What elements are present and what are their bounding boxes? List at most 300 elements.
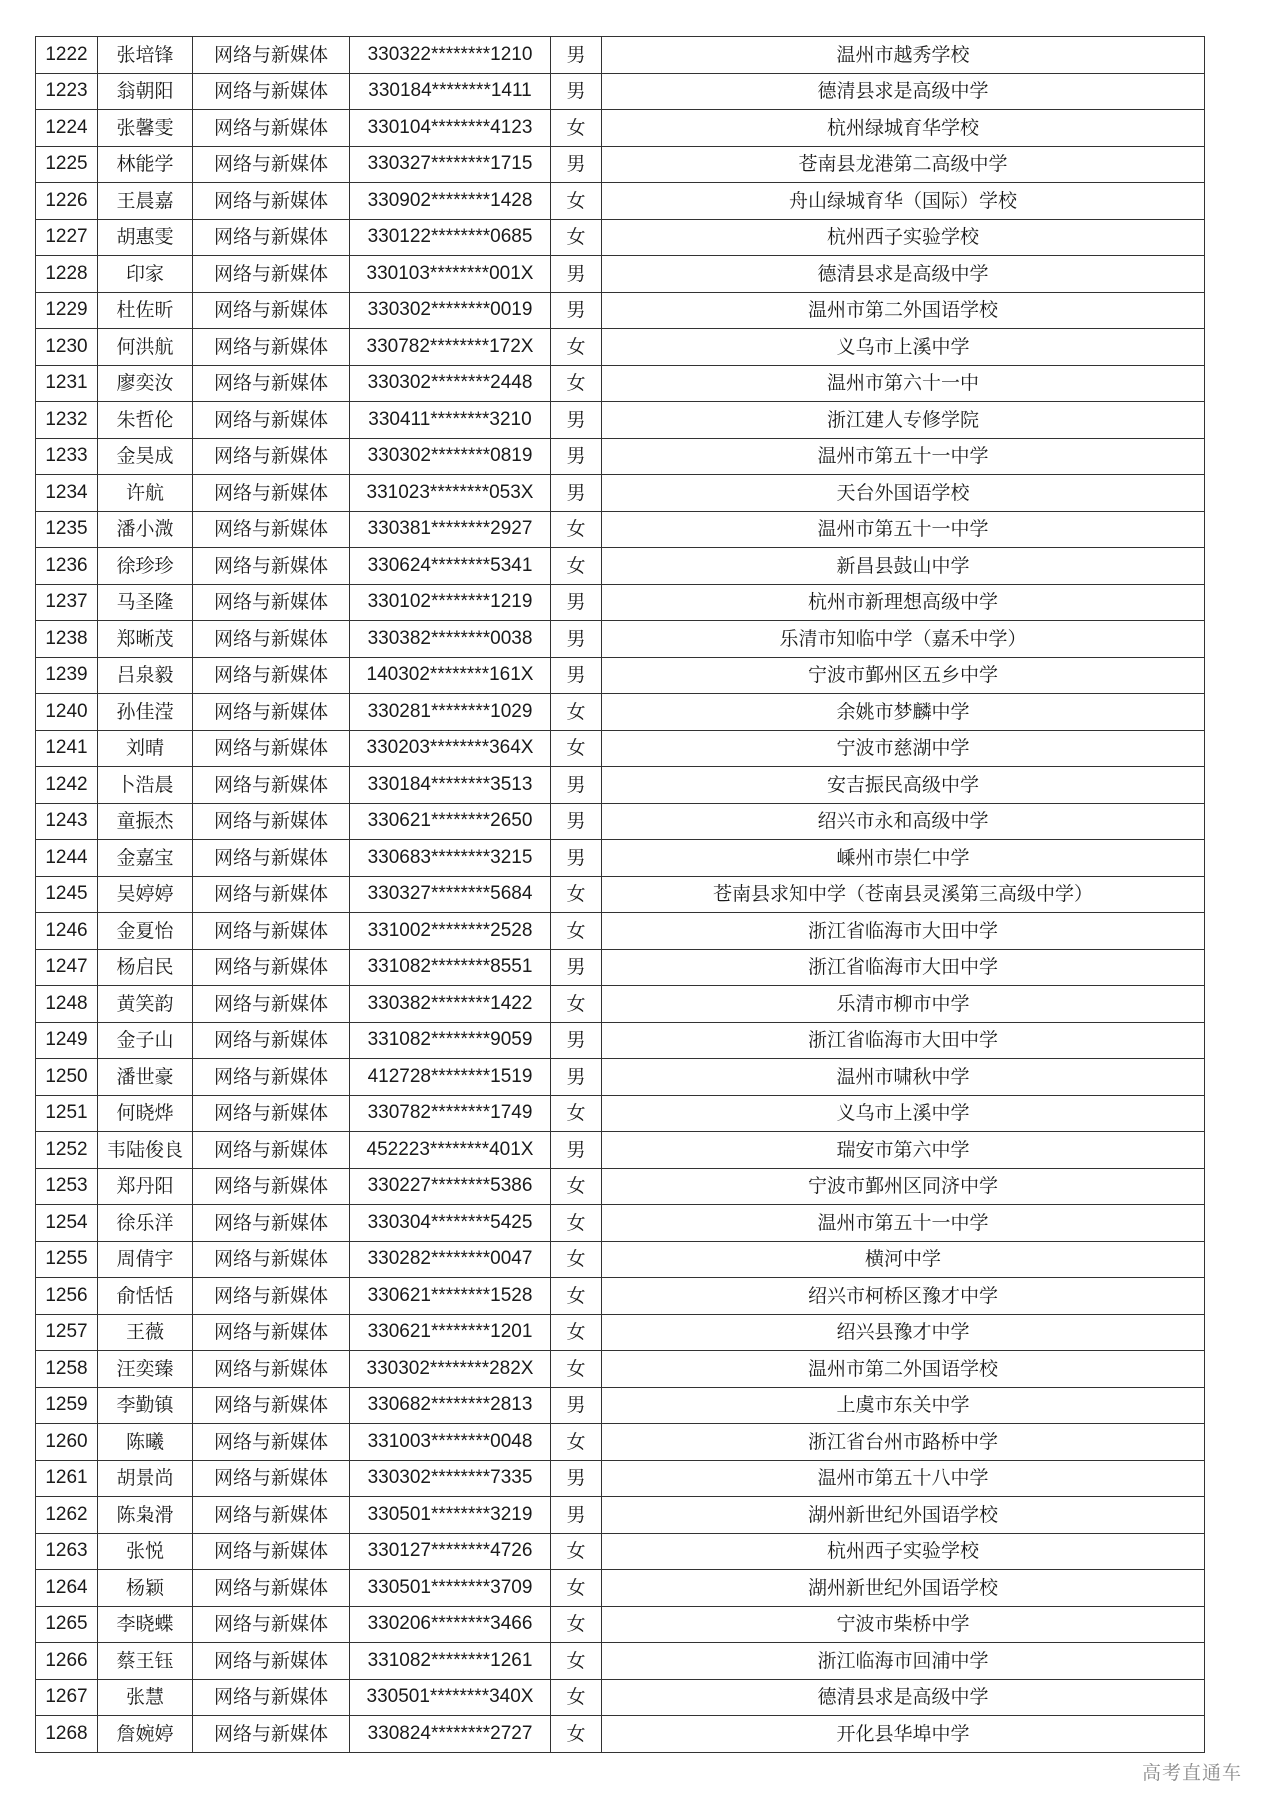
cell-id-number: 330127********4726 bbox=[350, 1533, 551, 1570]
cell-major: 网络与新媒体 bbox=[193, 1351, 350, 1388]
cell-school: 余姚市梦麟中学 bbox=[602, 694, 1205, 731]
cell-student-name: 陈枭滑 bbox=[98, 1497, 193, 1534]
cell-serial-number: 1231 bbox=[36, 365, 98, 402]
cell-id-number: 330683********3215 bbox=[350, 840, 551, 877]
cell-id-number: 330103********001X bbox=[350, 256, 551, 293]
cell-id-number: 330824********2727 bbox=[350, 1716, 551, 1753]
cell-serial-number: 1243 bbox=[36, 803, 98, 840]
cell-student-name: 吕泉毅 bbox=[98, 657, 193, 694]
cell-serial-number: 1260 bbox=[36, 1424, 98, 1461]
cell-gender: 男 bbox=[551, 438, 602, 475]
cell-major: 网络与新媒体 bbox=[193, 1278, 350, 1315]
table-row bbox=[36, 1059, 1205, 1096]
table-row bbox=[36, 146, 1205, 183]
cell-major: 网络与新媒体 bbox=[193, 1460, 350, 1497]
cell-gender: 女 bbox=[551, 1168, 602, 1205]
cell-student-name: 翁朝阳 bbox=[98, 73, 193, 110]
table-row bbox=[36, 73, 1205, 110]
cell-school: 宁波市鄞州区五乡中学 bbox=[602, 657, 1205, 694]
table-row bbox=[36, 1643, 1205, 1680]
cell-major: 网络与新媒体 bbox=[193, 913, 350, 950]
cell-major: 网络与新媒体 bbox=[193, 438, 350, 475]
cell-major: 网络与新媒体 bbox=[193, 73, 350, 110]
table-row bbox=[36, 913, 1205, 950]
cell-school: 浙江省临海市大田中学 bbox=[602, 1022, 1205, 1059]
cell-major: 网络与新媒体 bbox=[193, 803, 350, 840]
table-row bbox=[36, 1351, 1205, 1388]
cell-gender: 男 bbox=[551, 402, 602, 439]
cell-serial-number: 1248 bbox=[36, 986, 98, 1023]
cell-gender: 女 bbox=[551, 183, 602, 220]
table-row bbox=[36, 475, 1205, 512]
cell-serial-number: 1264 bbox=[36, 1570, 98, 1607]
table-row bbox=[36, 621, 1205, 658]
cell-gender: 男 bbox=[551, 584, 602, 621]
cell-major: 网络与新媒体 bbox=[193, 1205, 350, 1242]
cell-serial-number: 1237 bbox=[36, 584, 98, 621]
cell-id-number: 330104********4123 bbox=[350, 110, 551, 147]
cell-major: 网络与新媒体 bbox=[193, 876, 350, 913]
table-row bbox=[36, 1205, 1205, 1242]
cell-major: 网络与新媒体 bbox=[193, 621, 350, 658]
table-row bbox=[36, 1095, 1205, 1132]
cell-serial-number: 1246 bbox=[36, 913, 98, 950]
watermark-label: 高考直通车 bbox=[1141, 1762, 1242, 1784]
cell-serial-number: 1267 bbox=[36, 1679, 98, 1716]
cell-gender: 男 bbox=[551, 1059, 602, 1096]
cell-id-number: 330782********172X bbox=[350, 329, 551, 366]
table-row bbox=[36, 292, 1205, 329]
cell-gender: 女 bbox=[551, 365, 602, 402]
cell-gender: 女 bbox=[551, 1205, 602, 1242]
cell-serial-number: 1251 bbox=[36, 1095, 98, 1132]
table-row bbox=[36, 365, 1205, 402]
cell-school: 浙江省临海市大田中学 bbox=[602, 913, 1205, 950]
table-row bbox=[36, 1022, 1205, 1059]
cell-serial-number: 1236 bbox=[36, 548, 98, 585]
cell-serial-number: 1235 bbox=[36, 511, 98, 548]
cell-gender: 女 bbox=[551, 511, 602, 548]
cell-school: 开化县华埠中学 bbox=[602, 1716, 1205, 1753]
cell-student-name: 林能学 bbox=[98, 146, 193, 183]
cell-serial-number: 1227 bbox=[36, 219, 98, 256]
table-row bbox=[36, 1132, 1205, 1169]
cell-school: 温州市第六十一中 bbox=[602, 365, 1205, 402]
cell-gender: 女 bbox=[551, 986, 602, 1023]
cell-major: 网络与新媒体 bbox=[193, 292, 350, 329]
cell-major: 网络与新媒体 bbox=[193, 256, 350, 293]
cell-student-name: 郑晰茂 bbox=[98, 621, 193, 658]
cell-major: 网络与新媒体 bbox=[193, 329, 350, 366]
cell-gender: 女 bbox=[551, 913, 602, 950]
cell-major: 网络与新媒体 bbox=[193, 986, 350, 1023]
cell-serial-number: 1223 bbox=[36, 73, 98, 110]
cell-student-name: 吴婷婷 bbox=[98, 876, 193, 913]
cell-student-name: 杜佐昕 bbox=[98, 292, 193, 329]
cell-school: 绍兴市柯桥区豫才中学 bbox=[602, 1278, 1205, 1315]
cell-serial-number: 1245 bbox=[36, 876, 98, 913]
table-row bbox=[36, 584, 1205, 621]
cell-serial-number: 1224 bbox=[36, 110, 98, 147]
cell-school: 宁波市慈湖中学 bbox=[602, 730, 1205, 767]
cell-id-number: 330782********1749 bbox=[350, 1095, 551, 1132]
table-row bbox=[36, 183, 1205, 220]
cell-student-name: 张馨雯 bbox=[98, 110, 193, 147]
cell-serial-number: 1268 bbox=[36, 1716, 98, 1753]
cell-school: 杭州西子实验学校 bbox=[602, 219, 1205, 256]
cell-serial-number: 1253 bbox=[36, 1168, 98, 1205]
table-row bbox=[36, 767, 1205, 804]
cell-id-number: 330227********5386 bbox=[350, 1168, 551, 1205]
table-row bbox=[36, 1679, 1205, 1716]
cell-gender: 女 bbox=[551, 548, 602, 585]
cell-school: 德清县求是高级中学 bbox=[602, 1679, 1205, 1716]
cell-student-name: 胡惠雯 bbox=[98, 219, 193, 256]
cell-id-number: 330621********1528 bbox=[350, 1278, 551, 1315]
cell-student-name: 孙佳滢 bbox=[98, 694, 193, 731]
cell-student-name: 金子山 bbox=[98, 1022, 193, 1059]
cell-school: 嵊州市崇仁中学 bbox=[602, 840, 1205, 877]
cell-major: 网络与新媒体 bbox=[193, 1533, 350, 1570]
cell-serial-number: 1256 bbox=[36, 1278, 98, 1315]
cell-gender: 男 bbox=[551, 73, 602, 110]
cell-serial-number: 1241 bbox=[36, 730, 98, 767]
cell-serial-number: 1234 bbox=[36, 475, 98, 512]
table-row bbox=[36, 876, 1205, 913]
cell-school: 绍兴县豫才中学 bbox=[602, 1314, 1205, 1351]
cell-gender: 男 bbox=[551, 475, 602, 512]
cell-gender: 男 bbox=[551, 1497, 602, 1534]
cell-gender: 男 bbox=[551, 767, 602, 804]
cell-major: 网络与新媒体 bbox=[193, 1095, 350, 1132]
cell-school: 苍南县龙港第二高级中学 bbox=[602, 146, 1205, 183]
cell-school: 温州市第二外国语学校 bbox=[602, 1351, 1205, 1388]
cell-student-name: 何洪航 bbox=[98, 329, 193, 366]
cell-student-name: 蔡王钰 bbox=[98, 1643, 193, 1680]
cell-major: 网络与新媒体 bbox=[193, 1570, 350, 1607]
cell-serial-number: 1252 bbox=[36, 1132, 98, 1169]
cell-major: 网络与新媒体 bbox=[193, 548, 350, 585]
cell-id-number: 330302********2448 bbox=[350, 365, 551, 402]
cell-serial-number: 1249 bbox=[36, 1022, 98, 1059]
cell-major: 网络与新媒体 bbox=[193, 1716, 350, 1753]
table-row bbox=[36, 1314, 1205, 1351]
cell-school: 瑞安市第六中学 bbox=[602, 1132, 1205, 1169]
cell-student-name: 卜浩晨 bbox=[98, 767, 193, 804]
cell-gender: 女 bbox=[551, 1278, 602, 1315]
cell-student-name: 杨颖 bbox=[98, 1570, 193, 1607]
cell-student-name: 李勤镇 bbox=[98, 1387, 193, 1424]
cell-serial-number: 1258 bbox=[36, 1351, 98, 1388]
cell-gender: 男 bbox=[551, 657, 602, 694]
cell-major: 网络与新媒体 bbox=[193, 402, 350, 439]
table-row bbox=[36, 986, 1205, 1023]
cell-id-number: 330621********2650 bbox=[350, 803, 551, 840]
cell-gender: 男 bbox=[551, 840, 602, 877]
cell-major: 网络与新媒体 bbox=[193, 1168, 350, 1205]
table-row bbox=[36, 730, 1205, 767]
cell-major: 网络与新媒体 bbox=[193, 1424, 350, 1461]
cell-school: 天台外国语学校 bbox=[602, 475, 1205, 512]
cell-student-name: 汪奕臻 bbox=[98, 1351, 193, 1388]
cell-student-name: 李晓蝶 bbox=[98, 1606, 193, 1643]
cell-id-number: 331003********0048 bbox=[350, 1424, 551, 1461]
cell-gender: 女 bbox=[551, 1424, 602, 1461]
cell-school: 安吉振民高级中学 bbox=[602, 767, 1205, 804]
cell-student-name: 金嘉宝 bbox=[98, 840, 193, 877]
cell-id-number: 330302********0819 bbox=[350, 438, 551, 475]
cell-id-number: 330381********2927 bbox=[350, 511, 551, 548]
cell-id-number: 330304********5425 bbox=[350, 1205, 551, 1242]
cell-id-number: 330184********1411 bbox=[350, 73, 551, 110]
cell-major: 网络与新媒体 bbox=[193, 365, 350, 402]
table-row bbox=[36, 37, 1205, 74]
cell-gender: 女 bbox=[551, 1533, 602, 1570]
table-row bbox=[36, 840, 1205, 877]
cell-id-number: 330102********1219 bbox=[350, 584, 551, 621]
cell-school: 义乌市上溪中学 bbox=[602, 329, 1205, 366]
cell-id-number: 412728********1519 bbox=[350, 1059, 551, 1096]
cell-gender: 男 bbox=[551, 1460, 602, 1497]
cell-id-number: 330327********5684 bbox=[350, 876, 551, 913]
cell-gender: 女 bbox=[551, 730, 602, 767]
cell-id-number: 331023********053X bbox=[350, 475, 551, 512]
cell-id-number: 331082********9059 bbox=[350, 1022, 551, 1059]
cell-student-name: 金昊成 bbox=[98, 438, 193, 475]
cell-serial-number: 1232 bbox=[36, 402, 98, 439]
table-row bbox=[36, 1278, 1205, 1315]
table-row bbox=[36, 1533, 1205, 1570]
cell-student-name: 潘小溦 bbox=[98, 511, 193, 548]
cell-major: 网络与新媒体 bbox=[193, 657, 350, 694]
cell-serial-number: 1247 bbox=[36, 949, 98, 986]
cell-serial-number: 1266 bbox=[36, 1643, 98, 1680]
table-row bbox=[36, 1387, 1205, 1424]
cell-gender: 女 bbox=[551, 219, 602, 256]
cell-major: 网络与新媒体 bbox=[193, 1241, 350, 1278]
cell-school: 德清县求是高级中学 bbox=[602, 256, 1205, 293]
cell-id-number: 330282********0047 bbox=[350, 1241, 551, 1278]
cell-student-name: 黄笑韵 bbox=[98, 986, 193, 1023]
cell-id-number: 330206********3466 bbox=[350, 1606, 551, 1643]
table-row bbox=[36, 329, 1205, 366]
cell-major: 网络与新媒体 bbox=[193, 219, 350, 256]
cell-id-number: 330501********340X bbox=[350, 1679, 551, 1716]
cell-student-name: 张慧 bbox=[98, 1679, 193, 1716]
cell-gender: 女 bbox=[551, 329, 602, 366]
cell-student-name: 徐乐洋 bbox=[98, 1205, 193, 1242]
cell-serial-number: 1222 bbox=[36, 37, 98, 74]
cell-serial-number: 1259 bbox=[36, 1387, 98, 1424]
cell-major: 网络与新媒体 bbox=[193, 730, 350, 767]
cell-id-number: 330501********3709 bbox=[350, 1570, 551, 1607]
table-row bbox=[36, 438, 1205, 475]
cell-student-name: 朱哲伦 bbox=[98, 402, 193, 439]
cell-major: 网络与新媒体 bbox=[193, 1606, 350, 1643]
cell-id-number: 330327********1715 bbox=[350, 146, 551, 183]
cell-id-number: 140302********161X bbox=[350, 657, 551, 694]
student-roster-table bbox=[35, 36, 1205, 1753]
table-row bbox=[36, 1168, 1205, 1205]
cell-gender: 男 bbox=[551, 37, 602, 74]
cell-serial-number: 1261 bbox=[36, 1460, 98, 1497]
cell-id-number: 330902********1428 bbox=[350, 183, 551, 220]
cell-major: 网络与新媒体 bbox=[193, 694, 350, 731]
cell-gender: 女 bbox=[551, 1351, 602, 1388]
cell-id-number: 330302********0019 bbox=[350, 292, 551, 329]
cell-school: 德清县求是高级中学 bbox=[602, 73, 1205, 110]
cell-major: 网络与新媒体 bbox=[193, 511, 350, 548]
cell-gender: 女 bbox=[551, 1095, 602, 1132]
cell-student-name: 王晨嘉 bbox=[98, 183, 193, 220]
cell-student-name: 金夏怡 bbox=[98, 913, 193, 950]
cell-serial-number: 1230 bbox=[36, 329, 98, 366]
cell-school: 温州市第五十八中学 bbox=[602, 1460, 1205, 1497]
table-row bbox=[36, 1570, 1205, 1607]
cell-id-number: 330621********1201 bbox=[350, 1314, 551, 1351]
cell-school: 宁波市柴桥中学 bbox=[602, 1606, 1205, 1643]
cell-school: 乐清市知临中学（嘉禾中学） bbox=[602, 621, 1205, 658]
cell-gender: 女 bbox=[551, 1679, 602, 1716]
cell-serial-number: 1228 bbox=[36, 256, 98, 293]
cell-serial-number: 1233 bbox=[36, 438, 98, 475]
document-page bbox=[35, 36, 1205, 1753]
cell-school: 浙江省台州市路桥中学 bbox=[602, 1424, 1205, 1461]
cell-major: 网络与新媒体 bbox=[193, 840, 350, 877]
cell-gender: 男 bbox=[551, 1022, 602, 1059]
cell-student-name: 周倩宇 bbox=[98, 1241, 193, 1278]
cell-student-name: 马圣隆 bbox=[98, 584, 193, 621]
cell-serial-number: 1250 bbox=[36, 1059, 98, 1096]
table-row bbox=[36, 1606, 1205, 1643]
cell-id-number: 330624********5341 bbox=[350, 548, 551, 585]
cell-serial-number: 1254 bbox=[36, 1205, 98, 1242]
cell-student-name: 廖奕汝 bbox=[98, 365, 193, 402]
cell-major: 网络与新媒体 bbox=[193, 110, 350, 147]
cell-student-name: 王薇 bbox=[98, 1314, 193, 1351]
table-row bbox=[36, 1424, 1205, 1461]
cell-major: 网络与新媒体 bbox=[193, 584, 350, 621]
cell-serial-number: 1229 bbox=[36, 292, 98, 329]
cell-serial-number: 1226 bbox=[36, 183, 98, 220]
cell-gender: 男 bbox=[551, 621, 602, 658]
cell-major: 网络与新媒体 bbox=[193, 1643, 350, 1680]
cell-serial-number: 1238 bbox=[36, 621, 98, 658]
cell-major: 网络与新媒体 bbox=[193, 1497, 350, 1534]
cell-student-name: 郑丹阳 bbox=[98, 1168, 193, 1205]
cell-gender: 男 bbox=[551, 803, 602, 840]
table-row bbox=[36, 657, 1205, 694]
cell-id-number: 330203********364X bbox=[350, 730, 551, 767]
cell-serial-number: 1240 bbox=[36, 694, 98, 731]
cell-major: 网络与新媒体 bbox=[193, 37, 350, 74]
cell-school: 横河中学 bbox=[602, 1241, 1205, 1278]
cell-id-number: 331082********1261 bbox=[350, 1643, 551, 1680]
cell-school: 上虞市东关中学 bbox=[602, 1387, 1205, 1424]
cell-gender: 女 bbox=[551, 876, 602, 913]
cell-major: 网络与新媒体 bbox=[193, 1022, 350, 1059]
cell-id-number: 330382********0038 bbox=[350, 621, 551, 658]
cell-student-name: 童振杰 bbox=[98, 803, 193, 840]
cell-school: 温州市第五十一中学 bbox=[602, 438, 1205, 475]
cell-id-number: 452223********401X bbox=[350, 1132, 551, 1169]
table-row bbox=[36, 548, 1205, 585]
cell-school: 湖州新世纪外国语学校 bbox=[602, 1497, 1205, 1534]
cell-school: 温州市第二外国语学校 bbox=[602, 292, 1205, 329]
cell-major: 网络与新媒体 bbox=[193, 1059, 350, 1096]
cell-student-name: 詹婉婷 bbox=[98, 1716, 193, 1753]
cell-gender: 男 bbox=[551, 292, 602, 329]
cell-student-name: 刘晴 bbox=[98, 730, 193, 767]
cell-major: 网络与新媒体 bbox=[193, 1387, 350, 1424]
cell-major: 网络与新媒体 bbox=[193, 767, 350, 804]
table-row bbox=[36, 1460, 1205, 1497]
cell-serial-number: 1262 bbox=[36, 1497, 98, 1534]
cell-school: 杭州市新理想高级中学 bbox=[602, 584, 1205, 621]
cell-id-number: 330281********1029 bbox=[350, 694, 551, 731]
cell-school: 浙江省临海市大田中学 bbox=[602, 949, 1205, 986]
cell-serial-number: 1239 bbox=[36, 657, 98, 694]
cell-school: 苍南县求知中学（苍南县灵溪第三高级中学） bbox=[602, 876, 1205, 913]
cell-student-name: 陈曦 bbox=[98, 1424, 193, 1461]
cell-student-name: 潘世豪 bbox=[98, 1059, 193, 1096]
cell-id-number: 330501********3219 bbox=[350, 1497, 551, 1534]
cell-id-number: 330382********1422 bbox=[350, 986, 551, 1023]
cell-student-name: 印家 bbox=[98, 256, 193, 293]
cell-id-number: 331082********8551 bbox=[350, 949, 551, 986]
cell-gender: 男 bbox=[551, 146, 602, 183]
cell-gender: 女 bbox=[551, 1570, 602, 1607]
cell-gender: 女 bbox=[551, 110, 602, 147]
table-row bbox=[36, 110, 1205, 147]
table-row bbox=[36, 1241, 1205, 1278]
cell-student-name: 胡景尚 bbox=[98, 1460, 193, 1497]
cell-major: 网络与新媒体 bbox=[193, 1132, 350, 1169]
cell-school: 浙江建人专修学院 bbox=[602, 402, 1205, 439]
cell-id-number: 330122********0685 bbox=[350, 219, 551, 256]
cell-serial-number: 1242 bbox=[36, 767, 98, 804]
cell-serial-number: 1263 bbox=[36, 1533, 98, 1570]
cell-id-number: 330322********1210 bbox=[350, 37, 551, 74]
cell-major: 网络与新媒体 bbox=[193, 475, 350, 512]
table-row bbox=[36, 803, 1205, 840]
cell-id-number: 330184********3513 bbox=[350, 767, 551, 804]
table-row bbox=[36, 694, 1205, 731]
cell-id-number: 331002********2528 bbox=[350, 913, 551, 950]
cell-serial-number: 1265 bbox=[36, 1606, 98, 1643]
cell-student-name: 张悦 bbox=[98, 1533, 193, 1570]
table-row bbox=[36, 256, 1205, 293]
cell-school: 浙江临海市回浦中学 bbox=[602, 1643, 1205, 1680]
cell-gender: 女 bbox=[551, 1716, 602, 1753]
cell-major: 网络与新媒体 bbox=[193, 1314, 350, 1351]
cell-major: 网络与新媒体 bbox=[193, 1679, 350, 1716]
cell-serial-number: 1244 bbox=[36, 840, 98, 877]
cell-serial-number: 1225 bbox=[36, 146, 98, 183]
table-row bbox=[36, 402, 1205, 439]
cell-major: 网络与新媒体 bbox=[193, 146, 350, 183]
cell-gender: 女 bbox=[551, 1241, 602, 1278]
cell-school: 温州市啸秋中学 bbox=[602, 1059, 1205, 1096]
cell-major: 网络与新媒体 bbox=[193, 183, 350, 220]
cell-gender: 男 bbox=[551, 949, 602, 986]
cell-student-name: 杨启民 bbox=[98, 949, 193, 986]
cell-major: 网络与新媒体 bbox=[193, 949, 350, 986]
cell-school: 杭州西子实验学校 bbox=[602, 1533, 1205, 1570]
cell-student-name: 俞恬恬 bbox=[98, 1278, 193, 1315]
cell-student-name: 何晓烨 bbox=[98, 1095, 193, 1132]
cell-school: 湖州新世纪外国语学校 bbox=[602, 1570, 1205, 1607]
